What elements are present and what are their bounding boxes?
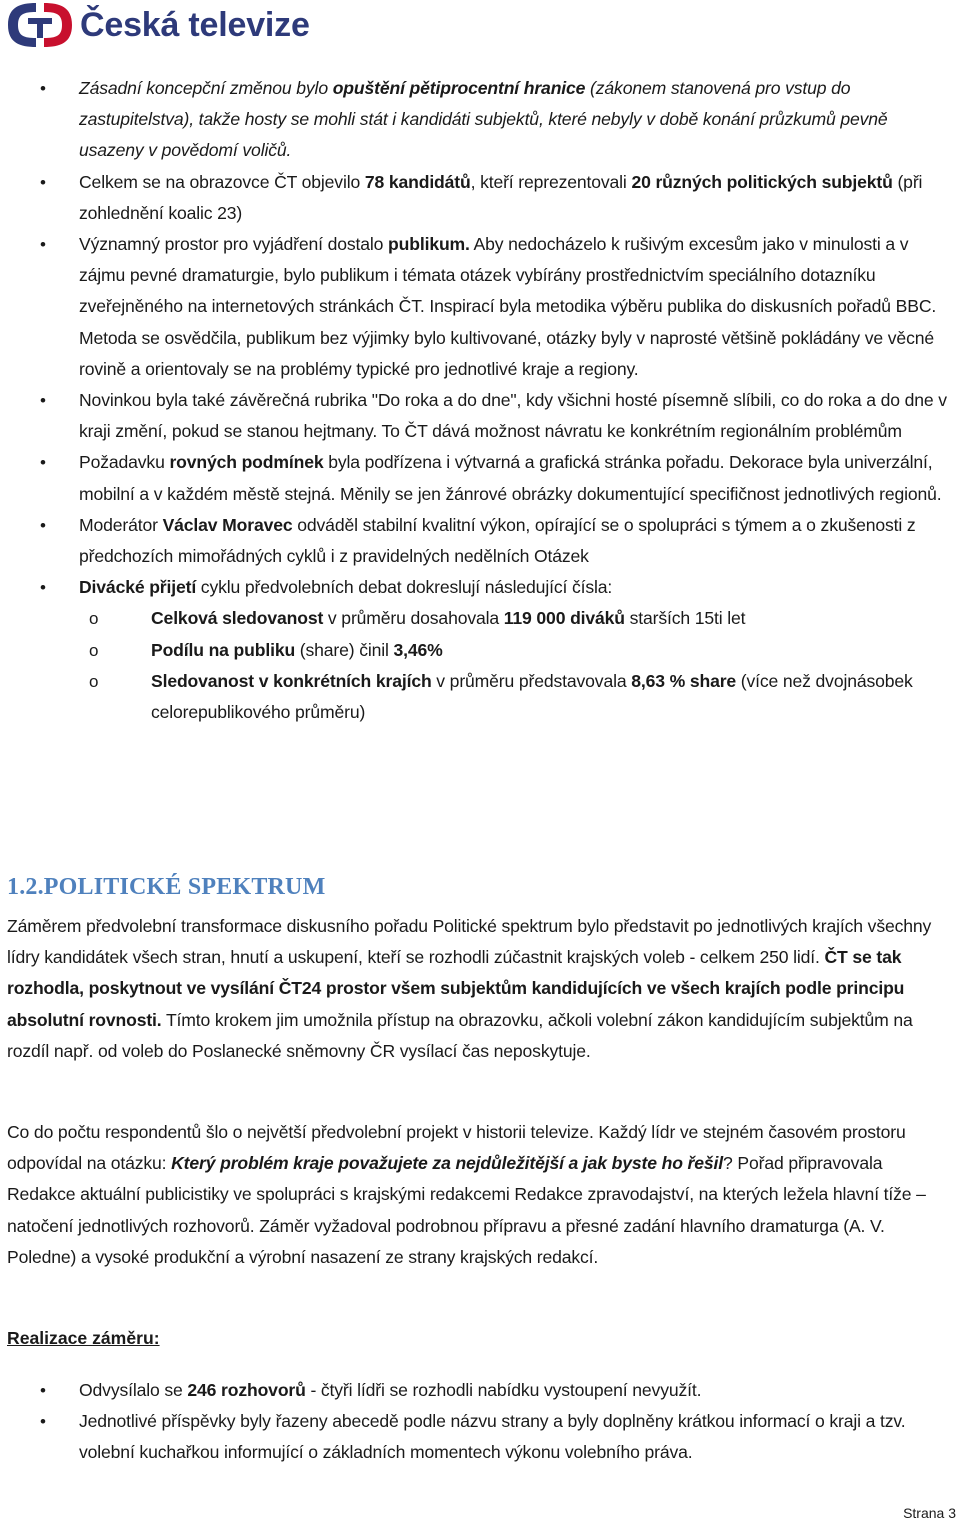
header xyxy=(6,0,310,50)
summary-list xyxy=(0,73,960,728)
list-item xyxy=(0,73,960,167)
paragraph: Co do počtu respondentů šlo o největší předvolební projekt v historii televize. Každý lídr ve stejném časovém prostoru odpovídal na otázku: Který problém kraje považujete za nejdůležitější a jak byste ho řešil? Pořad připravovala Redakce aktuální publicistiky ve spolupráci s krajskými redakcemi Redakce zpravodajství, na kterých ležela hlavní tíže – natočení jednotlivých rozhovorů. Záměr vyžadoval podrobnou přípravu a přesné zadání hlavního dramaturga (A. V. Poledne) a vysoké produkční a výrobní nasazení ze strany krajských redakcí. xyxy=(7,1122,926,1267)
sub-list-item: o Podílu na publiku (share) činil 3,46% xyxy=(0,635,960,666)
list-item: • Požadavku rovných podmínek byla podřízena i výtvarná a grafická stránka pořadu. Dekorace byla univerzální, mobilní a v každém městě stejná. Měnily se jen žánrové obrázky dokumentující specifičnost jednotlivých regionů. xyxy=(0,447,960,509)
page-number: Strana 3 xyxy=(903,1505,956,1521)
list-item: • Významný prostor pro vyjádření dostalo publikum. Aby nedocházelo k rušivým excesům jako v minulosti a v zájmu pevné dramaturgie, bylo publikum i témata otázek vybírány prostřednictvím speciálního dotazníku zveřejněného na internetových stránkách ČT. Inspirací byla metodika výběru publika do diskusních pořadů BBC. Metoda se osvědčila, publikum bez výjimky bylo kultivované, otázky byly v naprosté většině pokládány ve věcné rovině a orientovaly se na problémy typické pro jednotlivé kraje a regiony. xyxy=(0,229,960,385)
list-item: • Divácké přijetí cyklu předvolebních debat dokreslují následující čísla: xyxy=(0,572,960,603)
realizace-list xyxy=(0,1375,960,1469)
ct-logo-icon xyxy=(6,1,74,49)
brand-name: Česká televize xyxy=(80,6,310,44)
list-item-text: Zásadní koncepční změnou bylo opuštění pětiprocentní hranice (zákonem stanovená pro vstup do zastupitelstva), takže hosty se mohli stát i kandidáti subjektů, které nebyly v době konání průzkumů pevně usazeny v povědomí voličů. xyxy=(79,78,888,161)
sub-list-item: o Sledovanost v konkrétních krajích v průměru představovala 8,63 % share (více než dvojnásobek celorepublikového průměru) xyxy=(0,666,960,728)
sub-list-item: o Celková sledovanost v průměru dosahovala 119 000 diváků starších 15ti let xyxy=(0,603,960,634)
paragraph: Záměrem předvolební transformace diskusního pořadu Politické spektrum bylo představit po jednotlivých krajích všechny lídry kandidátek všech stran, hnutí a uskupení, kteří se rozhodli zúčastnit krajských voleb - celkem 250 lidí. ČT se tak rozhodla, poskytnout ve vysílání ČT24 prostor všem subjektům kandidujících ve všech krajích podle principu absolutní rovnosti. Tímto krokem jim umožnila přístup na obrazovku, ačkoli volební zákon kandidujícím subjektům na rozdíl např. od voleb do Poslanecké sněmovny ČR vysílací čas neposkytuje. xyxy=(7,916,932,1061)
list-item: • Celkem se na obrazovce ČT objevilo 78 kandidátů, kteří reprezentovali 20 různých politických subjektů (při zohlednění koalic 23) xyxy=(0,167,960,229)
list-item: • Moderátor Václav Moravec odváděl stabilní kvalitní výkon, opírající se o spolupráci s týmem a o zkušenosti z předchozích mimořádných cyklů i z pravidelných nedělních Otázek xyxy=(0,510,960,572)
realizace-heading: Realizace záměru: xyxy=(7,1328,160,1348)
list-item: • Jednotlivé příspěvky byly řazeny abecedě podle názvu strany a byly doplněny krátkou informací o kraji a tzv. volební kuchařkou informující o základních momentech výkonu volebního práva. xyxy=(0,1406,960,1468)
list-item: • Odvysílalo se 246 rozhovorů - čtyři lídři se rozhodli nabídku vystoupení nevyužít. xyxy=(0,1375,960,1406)
section-title: 1.2.POLITICKÉ SPEKTRUM xyxy=(7,874,326,900)
list-item: • Novinkou byla také závěrečná rubrika "Do roka a do dne", kdy všichni hosté písemně slíbili, co do roka a do dne v kraji změní, pokud se stanou hejtmany. To ČT dává možnost návratu ke konkrétním regionálním problémům xyxy=(0,385,960,447)
